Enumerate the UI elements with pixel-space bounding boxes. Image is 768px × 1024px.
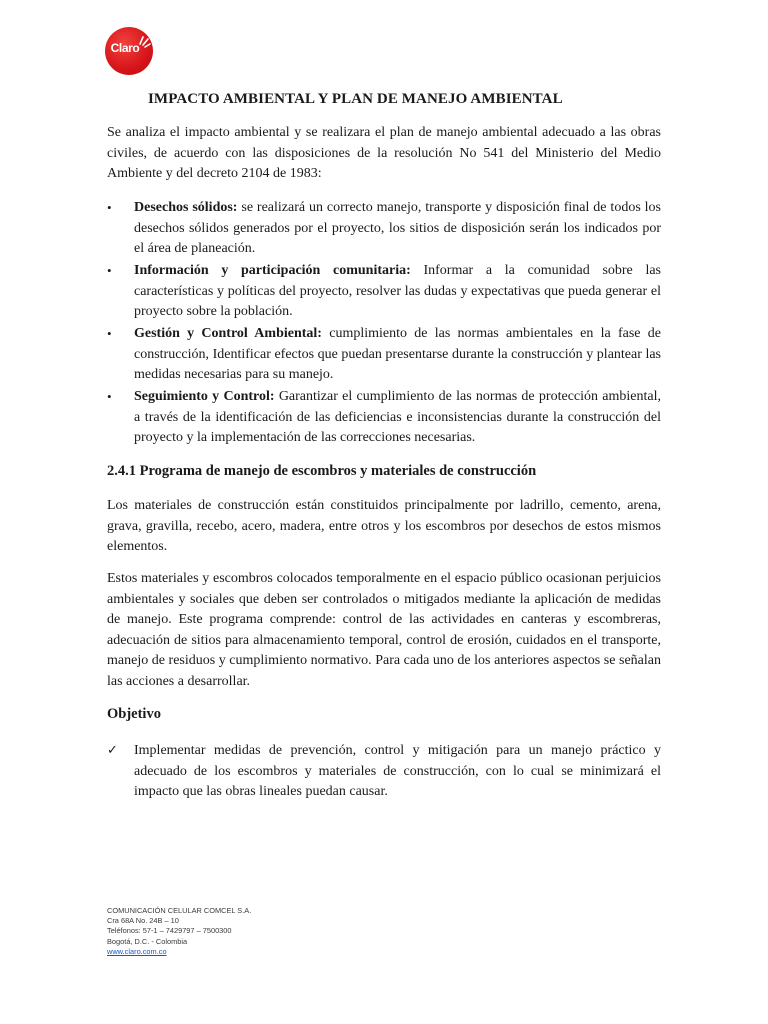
bullet-item-term: Seguimiento y Control: bbox=[134, 389, 275, 404]
bullet-item-informacion bbox=[107, 261, 661, 323]
bullet-item-term: Gestión y Control Ambiental: bbox=[134, 326, 322, 341]
bullet-icon: • bbox=[107, 389, 112, 404]
objective-item bbox=[107, 741, 661, 803]
checkmark-icon: ✓ bbox=[107, 743, 118, 758]
bullet-item-text: cumplimiento de las normas ambientales en la fase de construcción, Identificar efectos que puedan presentarse durante la construcción y plantear las medidas necesarias para su manejo. bbox=[134, 326, 661, 382]
bullet-icon: • bbox=[107, 263, 112, 278]
footer-company: COMUNICACIÓN CELULAR COMCEL S.A. bbox=[107, 906, 252, 915]
bullet-item-text: Informar a la comunidad sobre las características y políticas del proyecto, resolver las dudas y expectativas que pueda generar el proyecto sobre la población. bbox=[134, 263, 662, 319]
footer-phones: Teléfonos: 57-1 – 7429797 – 7500300 bbox=[107, 926, 232, 936]
section-heading: 2.4.1 Programa de manejo de escombros y materiales de construcción bbox=[107, 463, 537, 479]
bullet-item-term: Desechos sólidos: bbox=[134, 200, 238, 215]
footer bbox=[107, 906, 407, 957]
bullet-icon: • bbox=[107, 200, 112, 215]
document-title: IMPACTO AMBIENTAL Y PLAN DE MANEJO AMBIENTAL bbox=[148, 91, 563, 107]
bullet-item-desechos bbox=[107, 198, 661, 260]
objective-item-text: Implementar medidas de prevención, control y mitigación para un manejo práctico y adecuado de los escombros y materiales de construcción, con lo cual se minimizará el impacto que las obras lineales puedan causar. bbox=[134, 743, 661, 799]
bullet-item-gestion bbox=[107, 324, 661, 386]
footer-address: Cra 68A No. 24B – 10 bbox=[107, 916, 179, 926]
bullet-icon: • bbox=[107, 326, 112, 341]
intro-paragraph: Se analiza el impacto ambiental y se realizara el plan de manejo ambiental adecuado a las obras civiles, de acuerdo con las disposiciones de la resolución No 541 del Ministerio del Medio Ambiente y del decreto 2104 de 1983: bbox=[107, 125, 661, 181]
logo-text: Claro bbox=[110, 41, 140, 55]
logo-rays-icon bbox=[138, 35, 152, 49]
claro-logo bbox=[105, 27, 153, 75]
footer-city: Bogotá, D.C. - Colombia bbox=[107, 936, 188, 946]
bullet-item-text: Garantizar el cumplimiento de las normas de protección ambiental, a través de la identificación de las deficiencias e inconsistencias durante la construcción del proyecto y la implementación de las correcciones necesarias. bbox=[134, 389, 661, 445]
bullet-item-term: Información y participación comunitaria: bbox=[134, 263, 411, 278]
bullet-item-seguimiento bbox=[107, 387, 661, 449]
program-paragraph: Estos materiales y escombros colocados temporalmente en el espacio público ocasionan perjuicios ambientales y sociales que deben ser controlados o mitigados mediante la aplicación de medidas de manejo. Este programa comprende: control de las actividades en canteras y escombreras, adecuación de sitios para almacenamiento temporal, control de erosión, cuidados en el transporte, manejo de residuos y cumplimiento normativo. Para cada uno de los anteriores aspectos se señalan las acciones a desarrollar. bbox=[107, 571, 661, 689]
bullet-item-text: se realizará un correcto manejo, transporte y disposición final de todos los desechos sólidos generados por el proyecto, los sitios de disposición serán los indicados por el área de planeación. bbox=[134, 200, 662, 256]
materials-paragraph: Los materiales de construcción están constituidos principalmente por ladrillo, cemento, arena, grava, gravilla, recebo, acero, madera, entre otros y los escombros por desechos de estos mismos elementos. bbox=[107, 498, 661, 554]
bullet-list bbox=[107, 198, 661, 450]
footer-website-link[interactable]: www.claro.com.co bbox=[107, 946, 167, 956]
objective-heading: Objetivo bbox=[107, 706, 161, 722]
